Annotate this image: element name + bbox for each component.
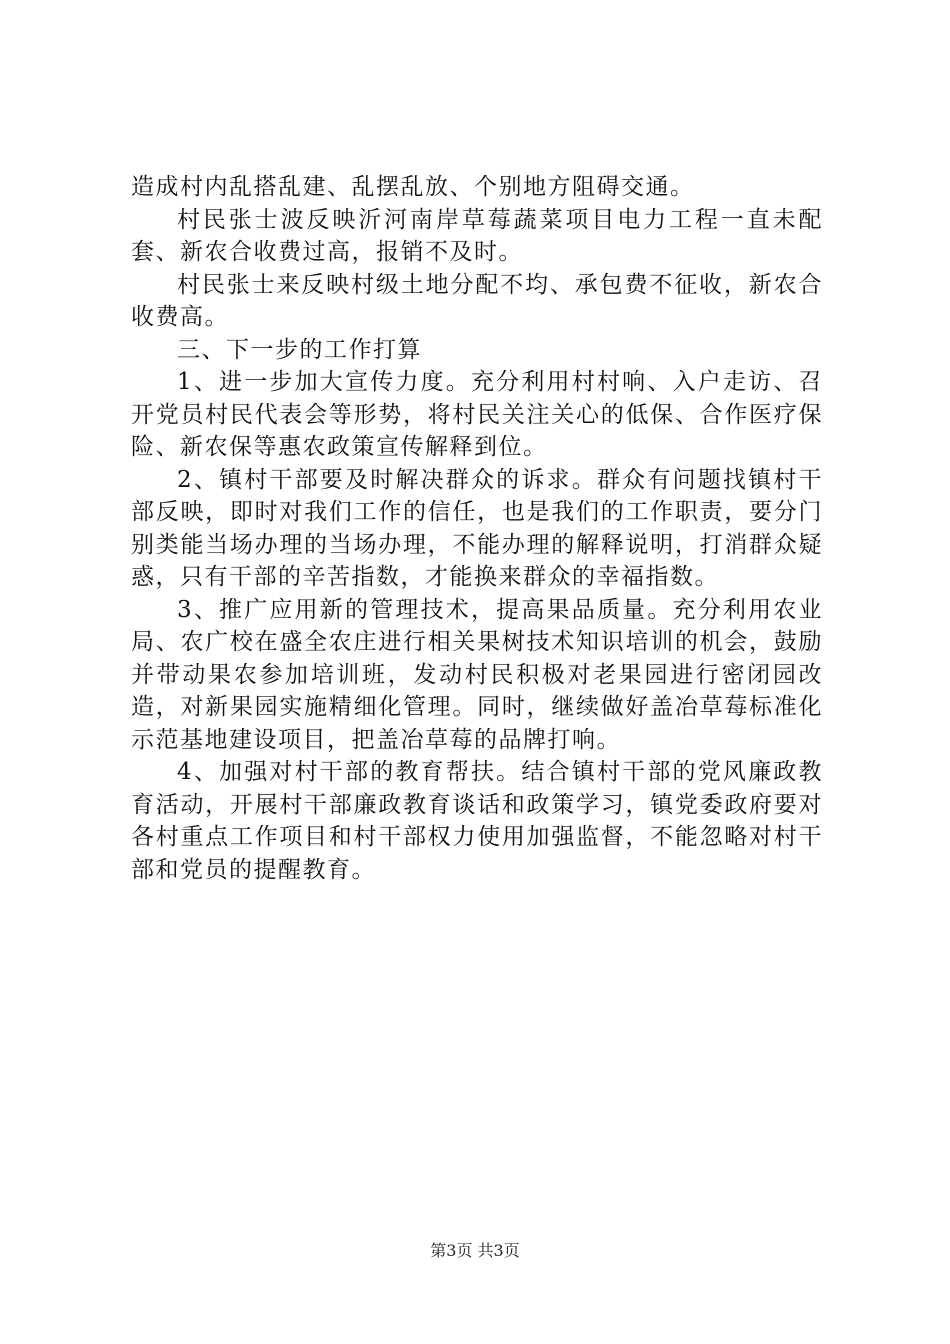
document-body [131,171,823,886]
paragraph-item-1: 1、进一步加大宣传力度。充分利用村村响、入户走访、召开党员村民代表会等形势，将村民关注关心的低保、合作医疗保险、新农保等惠农政策宣传解释到位。 [131,369,823,460]
paragraph-item-4: 4、加强对村干部的教育帮扶。结合镇村干部的党风廉政教育活动，开展村干部廉政教育谈话和政策学习，镇党委政府要对各村重点工作项目和村干部权力使用加强监督，不能忽略对村干部和党员的提醒教育。 [131,759,823,883]
section-heading-next-steps: 三、下一步的工作打算 [177,336,422,363]
paragraph-complaint-zhang-shibo: 村民张士波反映沂河南岸草莓蔬菜项目电力工程一直未配套、新农合收费过高，报销不及时。 [131,206,823,265]
paragraph-continuation: 造成村内乱搭乱建、乱摆乱放、个别地方阻碍交通。 [131,174,695,200]
paragraph-complaint-zhang-shilai: 村民张士来反映村级土地分配不均、承包费不征收，新农合收费高。 [131,271,823,330]
page-footer: 第3页 共3页 [430,1241,520,1260]
paragraph-item-3: 3、推广应用新的管理技术，提高果品质量。充分利用农业局、农广校在盛全农庄进行相关果树技术知识培训的机会，鼓励并带动果农参加培训班，发动村民积极对老果园进行密闭园改造，对新果园实施精细化管理。同时，继续做好盖冶草莓标准化示范基地建设项目，把盖冶草莓的品牌打响。 [131,596,823,753]
paragraph-item-2: 2、镇村干部要及时解决群众的诉求。群众有问题找镇村干部反映，即时对我们工作的信任，也是我们的工作职责，要分门别类能当场办理的当场办理，不能办理的解释说明，打消群众疑惑，只有干部的辛苦指数，才能换来群众的幸福指数。 [131,466,823,590]
